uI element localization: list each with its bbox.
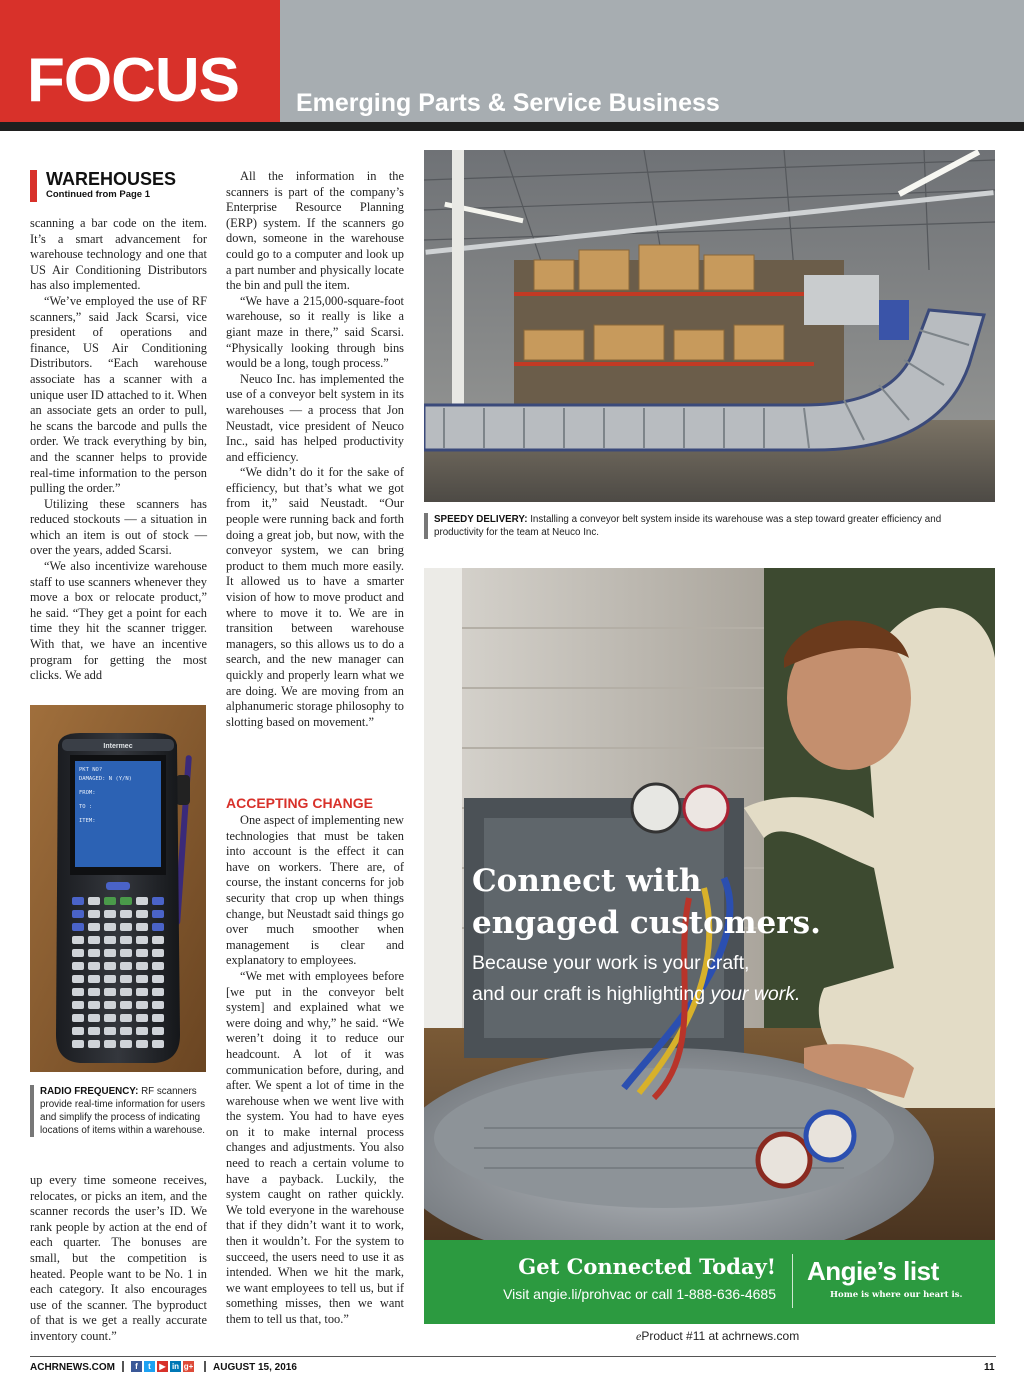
kicker-continued: Continued from Page 1 — [46, 189, 150, 200]
section-title: Emerging Parts & Service Business — [296, 89, 720, 117]
keypad-key — [72, 897, 84, 905]
social-icons — [131, 1361, 194, 1372]
keypad-key — [136, 1001, 148, 1009]
conveyor-warehouse-image — [424, 150, 995, 502]
paragraph: up every time someone receives, relocates, or picks an item, and the scanner records the user’s ID. We rank people by action at the end of each quarter. The bonuses are small, but the competition is heated. People want to be No. 1 in each category. It also encourages use of the scanner. The byproduct of that is we get a really accurate inventory count.” — [30, 1173, 207, 1343]
keypad-key — [136, 936, 148, 944]
keypad-key — [136, 949, 148, 957]
googleplus-icon[interactable]: g+ — [183, 1362, 194, 1371]
keypad-key — [88, 897, 100, 905]
ad-headline-line: engaged customers. — [472, 905, 821, 941]
scanner-photo — [30, 705, 206, 1072]
keypad-key — [88, 1027, 100, 1035]
keypad-key — [120, 975, 132, 983]
footer-rule — [30, 1356, 996, 1357]
keypad-key — [152, 975, 164, 983]
keypad-key — [152, 949, 164, 957]
keypad-key — [88, 910, 100, 918]
keypad-key — [136, 962, 148, 970]
article-column-1-bottom — [30, 1173, 207, 1345]
keypad-key — [120, 1027, 132, 1035]
twitter-icon[interactable]: t — [144, 1361, 155, 1372]
keypad-key — [104, 936, 116, 944]
screen-line: FROM: — [79, 790, 96, 796]
article-column-2-bottom — [226, 813, 404, 1328]
ad-subhead-line — [472, 979, 800, 1010]
angies-list-logo[interactable]: Angie’s list — [807, 1256, 939, 1286]
facebook-icon[interactable]: f — [131, 1361, 142, 1372]
keypad-key — [72, 1001, 84, 1009]
screen-line: TO : — [79, 804, 93, 810]
paragraph: “We also incentivize warehouse staff to use scanners whenever they move a box or relocate product,” he said. “They get a point for each time they hit the scanner trigger. With that, we have an incentive program for getting the most clicks. We add — [30, 559, 207, 683]
paragraph: “We didn’t do it for the sake of efficiency, but that’s what we got from it,” said Neustadt. “Our people were running back and forth doing a great job, but now, with the conveyor system, we can bring product to them much more easily. It allowed us to have a smarter vision of how to move product and where to move it to. We are in transition between warehouse managers, so this allows us to do a search, and the new manager can quickly and properly learn what we are doing. We are moving from an alphanumeric storage philosophy to slotting based on movement.” — [226, 465, 404, 729]
footer-separator — [122, 1361, 124, 1372]
footer-separator — [204, 1361, 206, 1372]
caption-warehouse — [424, 513, 984, 539]
screen-line: ITEM: — [79, 818, 96, 824]
eproduct-e: e — [636, 1329, 642, 1343]
caption-lead: SPEEDY DELIVERY: — [434, 514, 528, 525]
caption-text: Installing a conveyor belt system inside its warehouse was a step toward greater efficiency and productivity for the team at Neuco Inc. — [434, 514, 942, 538]
keypad-key — [136, 1014, 148, 1022]
keypad-key — [104, 1014, 116, 1022]
keypad-key — [152, 1040, 164, 1048]
keypad-key — [104, 975, 116, 983]
youtube-icon[interactable]: ▶ — [157, 1361, 168, 1372]
ad-subhead-text: and our craft is highlighting — [472, 983, 711, 1005]
keypad-key — [136, 897, 148, 905]
keypad-key — [152, 1014, 164, 1022]
keypad-key — [72, 936, 84, 944]
keypad-key — [88, 1001, 100, 1009]
section-brand: FOCUS — [27, 46, 239, 115]
keypad-key — [72, 962, 84, 970]
keypad-key — [152, 1001, 164, 1009]
header-rule — [0, 122, 1024, 131]
keypad-key — [120, 962, 132, 970]
footer-date: AUGUST 15, 2016 — [213, 1362, 297, 1373]
article-column-1-top — [30, 216, 207, 684]
keypad-key — [152, 962, 164, 970]
rf-scanner-image — [30, 705, 206, 1072]
screen-line: DAMAGED: N (Y/N) — [79, 776, 132, 782]
angies-list-ad[interactable] — [424, 568, 995, 1324]
keypad-key — [104, 910, 116, 918]
keypad-key — [120, 988, 132, 996]
ad-cta-title: Get Connected Today! — [518, 1254, 776, 1279]
caption-text: RF scanners provide real-time information for users and simplify the process of indicating locations of items within a warehouse. — [40, 1086, 205, 1136]
keypad-key — [104, 923, 116, 931]
keypad-key — [72, 910, 84, 918]
paragraph: “We have a 215,000-square-foot warehouse, so it really is like a giant maze in there,” said Scarsi. “Physically looking through bins would be a long, tough process.” — [226, 293, 404, 371]
keypad-key — [72, 949, 84, 957]
keypad-key — [72, 923, 84, 931]
keypad-key — [136, 1027, 148, 1035]
keypad-key — [104, 1040, 116, 1048]
ad-tagline: Home is where our heart is. — [830, 1290, 963, 1300]
ad-divider — [792, 1254, 793, 1308]
keypad-key — [104, 1027, 116, 1035]
keypad-key — [104, 897, 116, 905]
keypad-key — [88, 1014, 100, 1022]
keypad-key — [88, 936, 100, 944]
keypad-key — [104, 962, 116, 970]
keypad-key — [104, 949, 116, 957]
screen-line: PKT NO? — [79, 767, 103, 773]
story-kicker — [30, 170, 176, 202]
paragraph: All the information in the scanners is part of the company’s Enterprise Resource Planning (ERP) system. If the scanners go down, someone in the warehouse could go to a computer and look up a part number and physically locate the bin and pull the item. — [226, 169, 404, 293]
keypad-key — [120, 949, 132, 957]
keypad-key — [88, 988, 100, 996]
keypad-key — [72, 1040, 84, 1048]
keypad-key — [120, 897, 132, 905]
subhead-accepting-change: ACCEPTING CHANGE — [226, 795, 374, 811]
ad-cta-band — [424, 1240, 995, 1324]
keypad-key — [88, 1040, 100, 1048]
paragraph: Utilizing these scanners has reduced stockouts — a situation in which an item is out of stock — over the years, added Scarsi. — [30, 496, 207, 558]
keypad-key — [88, 962, 100, 970]
keypad-key — [152, 988, 164, 996]
page-number: 11 — [984, 1362, 995, 1373]
paragraph: “We’ve employed the use of RF scanners,” said Jack Scarsi, vice president of operations and finance, US Air Conditioning Distributors. “Each warehouse associate has a scanner with a unique user ID attached to it. When an associate gets an order to pull, he scans the barcode and pulls the order. We track everything by bin, and the scanner helps to provide real-time information to the person pulling the order.” — [30, 293, 207, 496]
keypad-key — [72, 1027, 84, 1035]
paragraph: One aspect of implementing new technologies that must be taken into account is the effect it can have on workers. There are, of course, the instant concerns for job security that crop up when things change, but Neustadt said things go over much smoother when management is clear and explanatory to employees. — [226, 813, 404, 968]
ad-subhead-emphasis: your work. — [710, 983, 801, 1005]
keypad-key — [152, 910, 164, 918]
keypad-key — [136, 1040, 148, 1048]
caption-scanner — [30, 1085, 206, 1137]
ad-headline-line: Connect with — [472, 863, 702, 899]
eproduct-text: Product #11 at achrnews.com — [641, 1329, 800, 1343]
keypad-key — [72, 1014, 84, 1022]
keypad-key — [88, 949, 100, 957]
warehouse-photo — [424, 150, 995, 502]
keypad-key — [72, 975, 84, 983]
article-column-2-top — [226, 169, 404, 730]
keypad-key — [136, 988, 148, 996]
paragraph: scanning a bar code on the item. It’s a smart advancement for warehouse technology and one that US Air Conditioning Distributors has also implemented. — [30, 216, 207, 293]
caption-lead: RADIO FREQUENCY: — [40, 1086, 139, 1097]
keypad-key — [120, 1001, 132, 1009]
keypad-key — [120, 923, 132, 931]
paragraph: Neuco Inc. has implemented the use of a conveyor belt system in its warehouses — a process that Jon Neustadt, vice president of Neuco Inc., said has helped productivity and efficiency. — [226, 371, 404, 464]
keypad-key — [88, 923, 100, 931]
footer-site[interactable]: ACHRNEWS.COM — [30, 1362, 115, 1373]
keypad-key — [136, 923, 148, 931]
linkedin-icon[interactable]: in — [171, 1362, 180, 1371]
keypad-key — [152, 936, 164, 944]
keypad-key — [152, 897, 164, 905]
ad-visit-link[interactable]: Visit angie.li/prohvac or call 1-888-636-4685 — [503, 1286, 776, 1302]
keypad-key — [88, 975, 100, 983]
ad-subhead — [472, 948, 800, 1010]
keypad-key — [120, 1040, 132, 1048]
keypad-key — [120, 1014, 132, 1022]
keypad-key — [120, 910, 132, 918]
keypad-key — [136, 975, 148, 983]
eproduct-note — [636, 1329, 799, 1344]
ad-headline — [472, 860, 821, 944]
keypad-key — [120, 936, 132, 944]
keypad-key — [72, 988, 84, 996]
scanner-brand: Intermec — [103, 743, 133, 750]
keypad-key — [136, 910, 148, 918]
kicker-title: WAREHOUSES — [46, 169, 177, 189]
keypad-key — [152, 923, 164, 931]
ad-subhead-line: Because your work is your craft, — [472, 952, 750, 974]
keypad-key — [104, 1001, 116, 1009]
keypad-key — [104, 988, 116, 996]
paragraph: “We met with employees before [we put in the conveyor belt system] and explained what we were doing and why,” he said. “We weren’t doing it to reduce our headcount. A lot of it was communication before, during, and after. We spent a lot of time in the warehouse when we went live with the system. You had to have eyes on it to make internal process changes and adjustments. You also need to reach a certain volume to have a payback. Luckily, the system caught on rather quickly. We told everyone in the warehouse that if they didn’t want it to work, then it wouldn’t. For the system to succeed, the users need to use it as intended. When we hit the mark, we want employees to tell us, but if something misses, then we want them to tell us that, too.” — [226, 968, 404, 1326]
keypad-key — [152, 1027, 164, 1035]
